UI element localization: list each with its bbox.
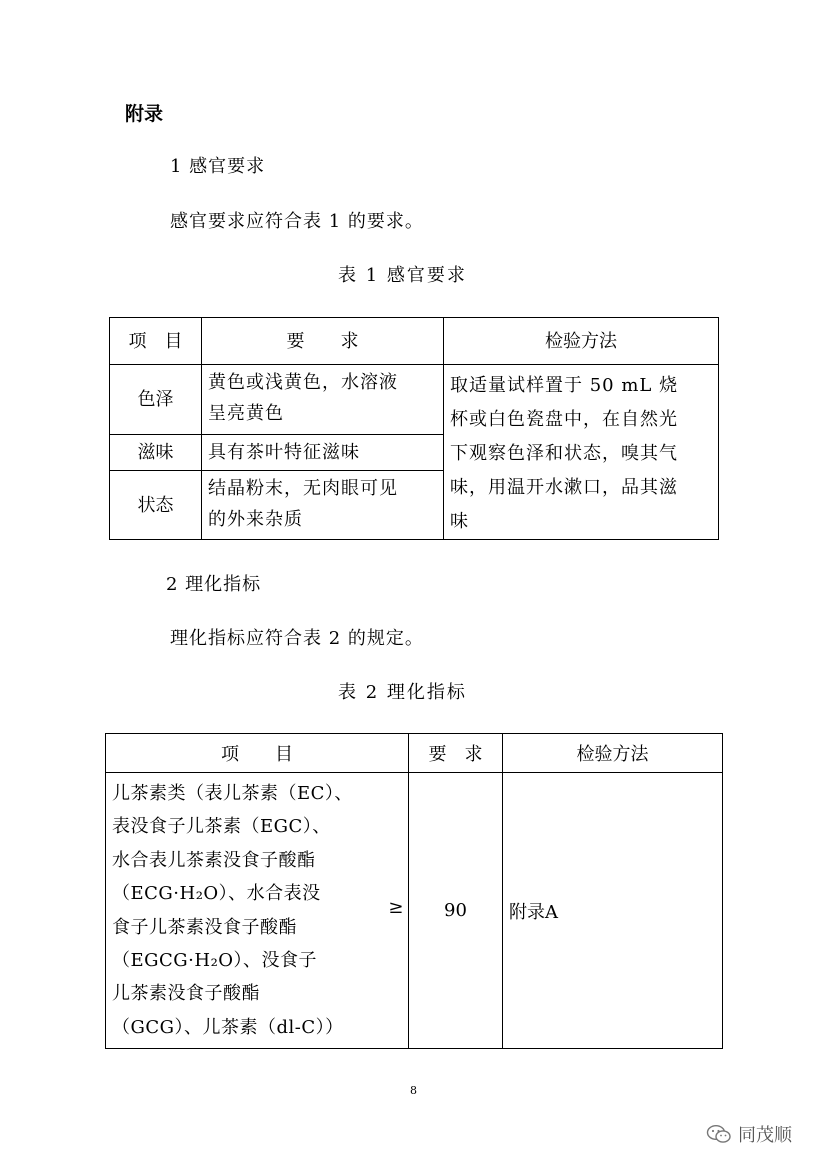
watermark (706, 1121, 792, 1147)
table2-header-requirement: 要 求 (409, 734, 503, 773)
table1-method (444, 365, 719, 540)
table2-method: 附录A (503, 773, 723, 1049)
page-number: 8 (410, 1084, 417, 1097)
table1-requirement-state (202, 471, 444, 540)
table1-item-color: 色泽 (110, 365, 202, 435)
item-line: 食子儿茶素没食子酸酯 (112, 916, 297, 938)
section1-heading: 1 感官要求 (170, 156, 266, 177)
appendix-title: 附录 (125, 103, 164, 125)
table1-requirement-color (202, 365, 444, 435)
method-line: 杯或白色瓷盘中，在自然光 (450, 409, 678, 430)
item-line: 儿茶素类（表儿茶素（EC）、 (112, 783, 353, 804)
section1-intro: 感官要求应符合表 1 的要求。 (170, 211, 424, 232)
table-row (110, 365, 719, 435)
requirement-line: 结晶粉末，无肉眼可见 (208, 478, 398, 500)
item-line: （GCG）、儿茶素（dl-C）） (112, 1016, 344, 1038)
section2-intro: 理化指标应符合表 2 的规定。 (170, 628, 424, 649)
method-line: 下观察色泽和状态，嗅其气 (450, 443, 678, 464)
table1-requirement-taste (202, 435, 444, 471)
section2-heading: 2 理化指标 (166, 574, 262, 595)
requirement-line: 黄色或浅黄色，水溶液 (208, 372, 398, 393)
table2-value: 90 (409, 773, 503, 1049)
greater-equal-operator: ≥ (388, 897, 404, 918)
table2-item-catechins (106, 773, 409, 1049)
table1-item-taste: 滋味 (110, 435, 202, 471)
item-line: 水合表儿茶素没食子酸酯 (112, 849, 316, 871)
requirement-line: 的外来杂质 (208, 509, 303, 531)
table1-item-state: 状态 (110, 471, 202, 540)
table1-header-item: 项 目 (110, 318, 202, 365)
method-line: 取适量试样置于 50 mL 烧 (450, 375, 679, 396)
wechat-icon (706, 1124, 732, 1144)
table2-header-method: 检验方法 (503, 734, 723, 773)
physicochemical-indicators-table (105, 733, 723, 1049)
item-line: 儿茶素没食子酸酯 (112, 983, 260, 1005)
table-row (106, 773, 723, 1049)
requirement-line: 呈亮黄色 (208, 403, 284, 424)
method-line: 味，用温开水漱口，品其滋 (450, 477, 678, 498)
table2-header-row (106, 734, 723, 773)
item-line: （EGCG·H₂O）、没食子 (112, 950, 318, 972)
table1-header-row (110, 318, 719, 365)
table2-header-item: 项 目 (106, 734, 409, 773)
table1-header-requirement: 要 求 (202, 318, 444, 365)
requirement-line: 具有茶叶特征滋味 (208, 442, 360, 463)
method-line: 味 (450, 511, 469, 532)
sensory-requirements-table (109, 317, 719, 540)
watermark-text: 同茂顺 (738, 1125, 792, 1146)
table1-header-method: 检验方法 (444, 318, 719, 365)
table2-caption: 表 2 理化指标 (338, 682, 467, 703)
item-line: （ECG·H₂O）、水合表没 (112, 883, 321, 905)
table1-caption: 表 1 感官要求 (338, 265, 467, 286)
item-line: 表没食子儿茶素（EGC）、 (112, 816, 331, 838)
